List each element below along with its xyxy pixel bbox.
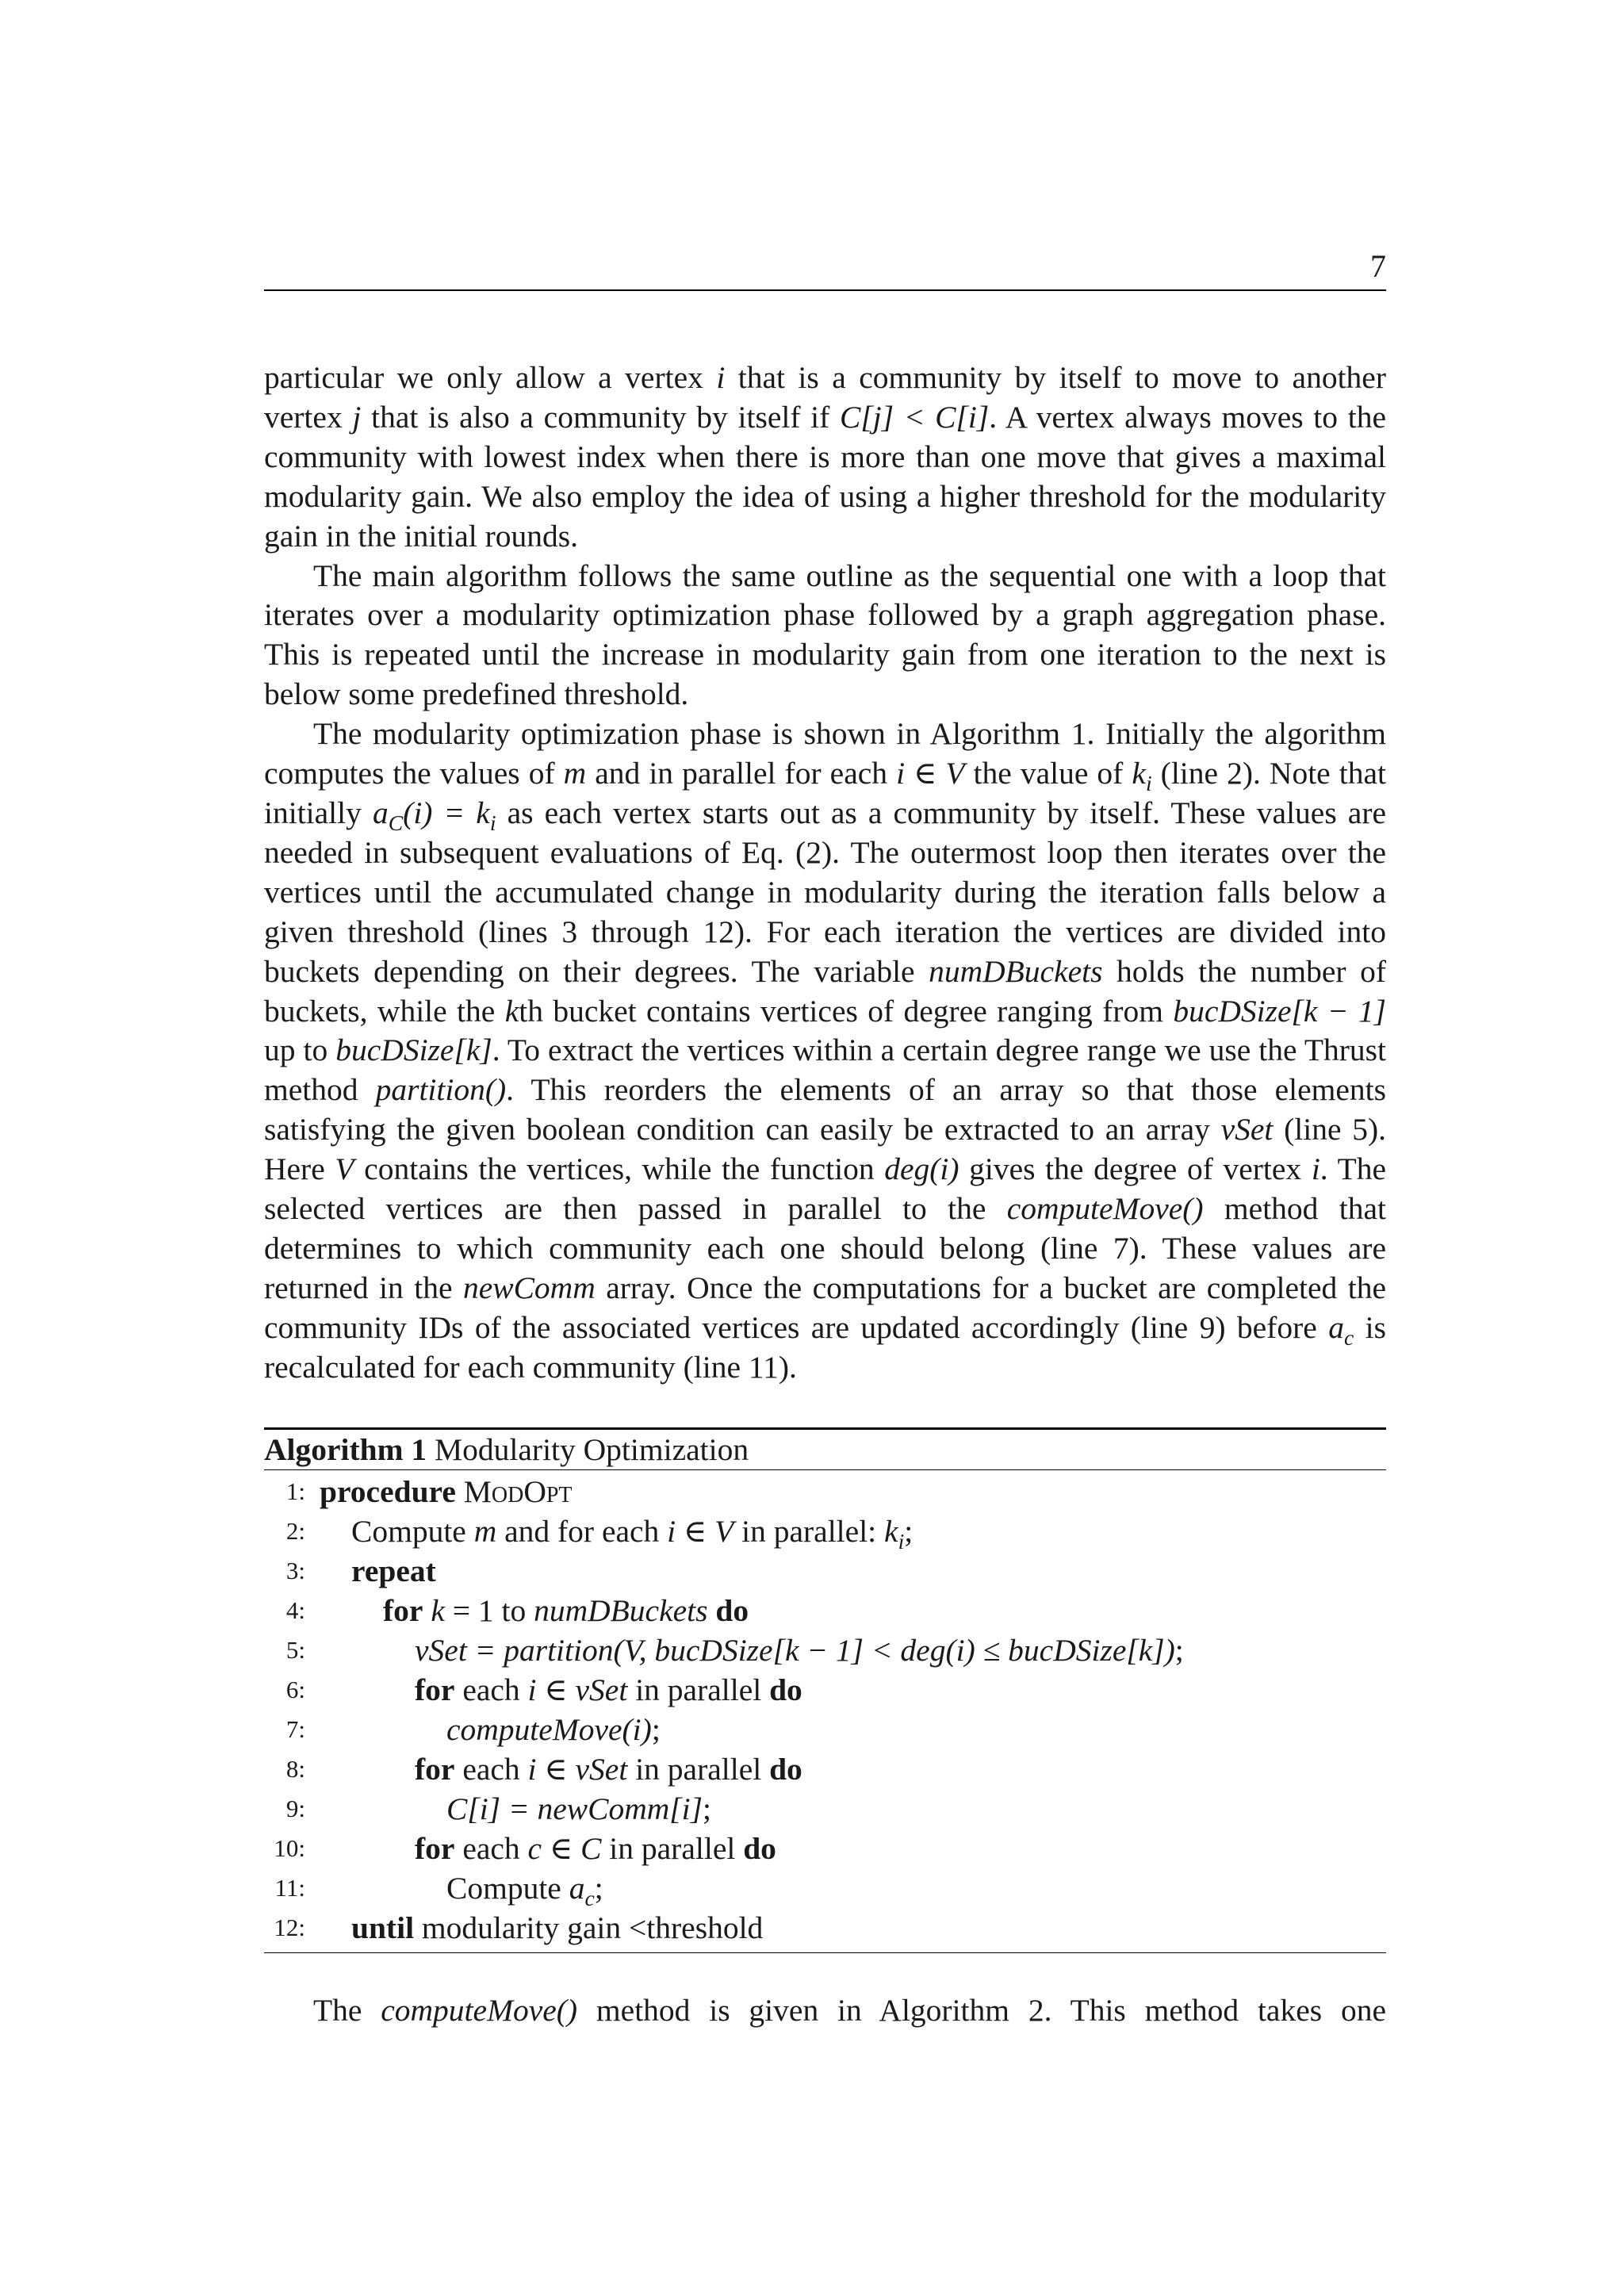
algorithm-line: 2: Compute m and for each i ∈ V in parallel: $k_i$; [264, 1511, 1386, 1551]
paragraph-1: particular we only allow a vertex i that is a community by itself to move to another vertex j that is also a community by itself if C[j] < C[i]. A vertex always moves to the community with lowest index when there is more than one move that gives a maximal modularity gain. We also employ the idea of using a higher threshold for the modularity gain in the initial rounds. [264, 360, 1386, 554]
algorithm-line: 4: for k = 1 to numDBuckets do [264, 1591, 1386, 1630]
algorithm-line: 1: procedure ModOpt [264, 1472, 1386, 1511]
line-number: 1: [285, 1477, 305, 1505]
line-number: 10: [274, 1834, 305, 1862]
algorithm-line: 7: computeMove(i); [264, 1710, 1386, 1749]
algorithm-bottom-rule [264, 1952, 1386, 1953]
paragraph-2: The main algorithm follows the same outline as the sequential one with a loop that iterates over a modularity optimization phase followed by a graph aggregation phase. This is repeated until the increase in modularity gain from one iteration to the next is below some predefined threshold. [264, 557, 1386, 712]
line-number: 3: [285, 1557, 305, 1584]
line-number: 11: [274, 1874, 305, 1902]
line-number: 6: [285, 1676, 305, 1703]
line-number: 9: [285, 1795, 305, 1822]
paragraph-3: The modularity optimization phase is shown in Algorithm 1. Initially the algorithm computes the values of m and in parallel for each i ∈ V the value of $k_i$ (line 2). Note that initially $a_C(i) = k_i$ as each vertex starts out as a community by itself. These values are needed in subsequent evaluations of Eq. (2). The outermost loop then iterates over the vertices until the accumulated change in modularity during the iteration falls below a given threshold (lines 3 through 12). For each iteration the vertices are divided into buckets depending on their degrees. The variable numDBuckets holds the number of buckets, while the kth bucket contains vertices of degree ranging from bucDSize[k − 1] up to bucDSize[k]. To extract the vertices within a certain degree range we use the Thrust method partition(). This reorders the elements of an array so that those elements satisfying the given boolean condition can easily be extracted to an array vSet (line 5). Here V contains the vertices, while the function deg(i) gives the degree of vertex i. The selected vertices are then passed in parallel to the computeMove() method that determines to which community each one should belong (line 7). These values are returned in the newComm array. Once the computations for a bucket are completed the community IDs of the associated vertices are updated accordingly (line 9) before $a_c$ is recalculated for each community (line 11). [264, 716, 1387, 1385]
line-number: 5: [285, 1636, 305, 1664]
algorithm-line: 9: C[i] = newComm[i]; [264, 1789, 1386, 1829]
body-text [264, 358, 1386, 1388]
header-rule [264, 289, 1386, 291]
algorithm-line: 6: for each i ∈ vSet in parallel do [264, 1670, 1386, 1710]
page-number: 7 [1370, 248, 1386, 284]
line-number: 12: [274, 1914, 305, 1941]
paragraph-4: The computeMove() method is given in Algorithm 2. This method takes one [313, 1993, 1386, 2028]
line-number: 7: [285, 1715, 305, 1743]
algorithm-line: 3: repeat [264, 1551, 1386, 1591]
algorithm-line: 8: for each i ∈ vSet in parallel do [264, 1749, 1386, 1789]
line-number: 8: [285, 1755, 305, 1783]
algorithm-lines [264, 1470, 1386, 1948]
algorithm-line: 11: Compute $a_c$; [264, 1868, 1386, 1908]
algorithm-line: 10: for each c ∈ C in parallel do [264, 1829, 1386, 1868]
line-number: 4: [285, 1596, 305, 1624]
algorithm-line: 12: until modularity gain <threshold [264, 1908, 1386, 1948]
algorithm-line: 5: vSet = partition(V, bucDSize[k − 1] < deg(i) ≤ bucDSize[k]); [264, 1630, 1386, 1670]
algorithm-title: Algorithm 1 Modularity Optimization [264, 1432, 749, 1467]
algorithm-box [264, 1427, 1386, 1953]
line-number: 2: [285, 1517, 305, 1545]
